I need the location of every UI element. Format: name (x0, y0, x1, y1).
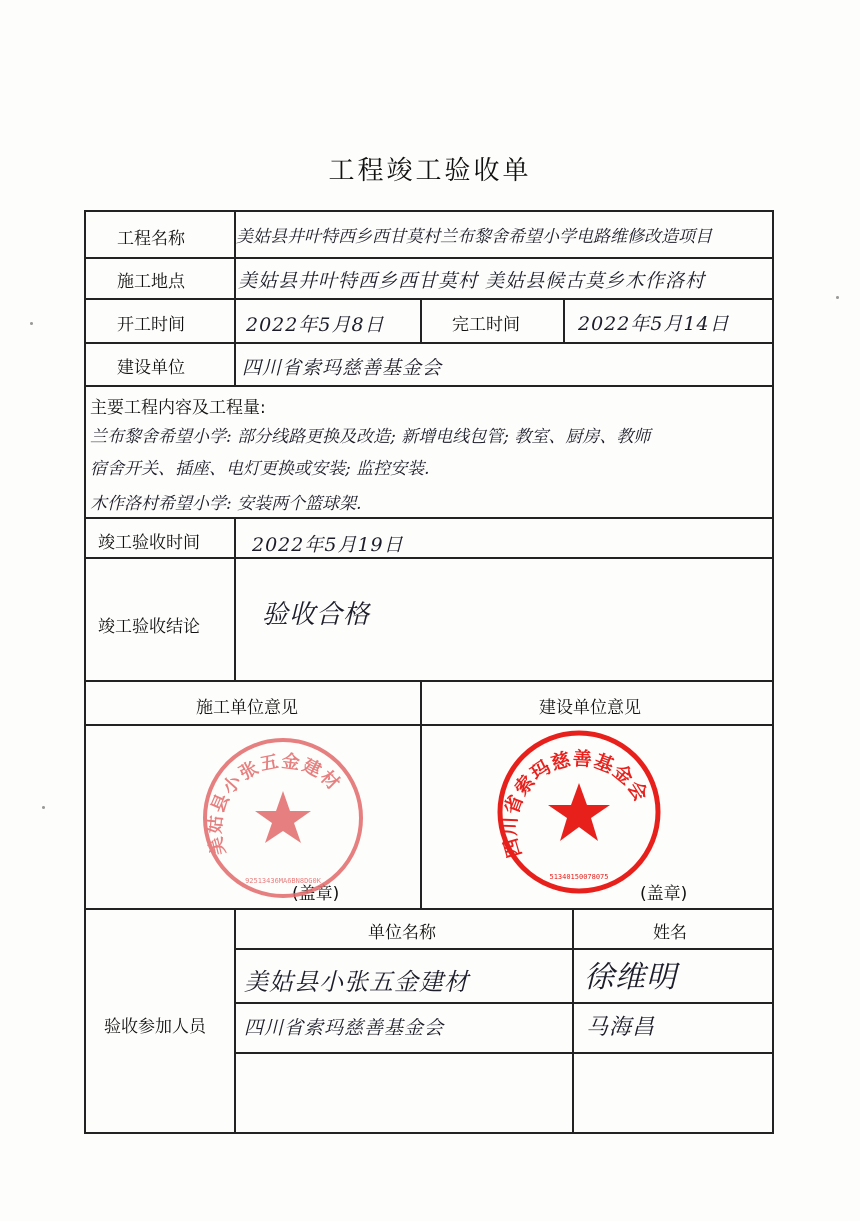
row-divider (84, 342, 774, 344)
client-stamp (494, 727, 664, 897)
row-divider (84, 298, 774, 300)
content-line-2: 宿舍开关、插座、电灯更换或安装; 监控安装. (90, 459, 430, 479)
scan-speck (30, 322, 33, 325)
row-divider (236, 1002, 774, 1004)
row-divider (84, 557, 774, 559)
table-border-left (84, 210, 86, 1134)
acceptance-time-label: 竣工验收时间 (98, 533, 200, 553)
row-divider (236, 948, 774, 950)
client-value: 四川省索玛慈善基金会 (242, 357, 443, 379)
client-stamp-serial: 51340150078075 (549, 873, 609, 881)
table-border-bottom (84, 1132, 774, 1134)
acceptance-conclusion-label: 竣工验收结论 (98, 617, 200, 637)
client-opinion-label: 建设单位意见 (539, 698, 641, 718)
content-heading: 主要工程内容及工程量: (90, 398, 266, 418)
seal-label-left: (盖章) (292, 884, 340, 904)
acceptance-time-value: 2022年5月19日 (252, 534, 404, 556)
content-line-1: 兰布黎舍希望小学: 部分线路更换及改造; 新增电线包管; 教室、厨房、教师 (90, 427, 651, 447)
page-title: 工程竣工验收单 (328, 156, 532, 186)
contractor-opinion-label: 施工单位意见 (196, 698, 298, 718)
participant-name-2: 马海昌 (586, 1015, 656, 1040)
participant-unit-2: 四川省索玛慈善基金会 (244, 1017, 445, 1039)
col-divider (572, 908, 574, 1132)
row-divider (84, 724, 774, 726)
project-name-label: 工程名称 (117, 229, 185, 249)
col-divider (420, 680, 422, 908)
row-divider (84, 385, 774, 387)
col-divider (234, 908, 236, 1132)
col-divider (234, 517, 236, 680)
contractor-stamp (198, 733, 368, 903)
row-divider (84, 680, 774, 682)
project-name-value: 美姑县井叶特西乡西甘莫村兰布黎舍希望小学电路维修改造项目 (236, 227, 712, 247)
col-divider (420, 298, 422, 342)
end-time-label: 完工时间 (452, 315, 520, 335)
scan-speck (836, 296, 839, 299)
table-border-right (772, 210, 774, 1134)
seal-label-right: (盖章) (640, 884, 688, 904)
scan-speck (42, 806, 45, 809)
start-time-value: 2022年5月8日 (246, 314, 385, 336)
acceptance-conclusion-value: 验收合格 (262, 600, 371, 630)
participants-label: 验收参加人员 (104, 1017, 206, 1037)
row-divider (84, 908, 774, 910)
start-time-label: 开工时间 (117, 315, 185, 335)
contractor-stamp-serial: 92513436MA6BN8DG0K (245, 877, 321, 885)
row-divider (84, 257, 774, 259)
site-value: 美姑县井叶特西乡西甘莫村 美姑县候古莫乡木作洛村 (238, 270, 706, 292)
site-label: 施工地点 (117, 272, 185, 292)
unit-name-header: 单位名称 (368, 923, 436, 943)
col-divider (563, 298, 565, 342)
person-name-header: 姓名 (653, 923, 687, 943)
client-stamp-text: 四川省索玛慈善基金会 (498, 747, 653, 861)
row-divider (236, 1052, 774, 1054)
participant-name-1: 徐维明 (584, 960, 677, 995)
contractor-stamp-text: 美姑县小张五金建材 (204, 750, 345, 858)
end-time-value: 2022年5月14日 (578, 313, 730, 335)
content-line-3: 木作洛村希望小学: 安装两个篮球架. (90, 494, 362, 514)
client-label: 建设单位 (117, 358, 185, 378)
participant-unit-1: 美姑县小张五金建材 (244, 968, 469, 996)
table-border-top (84, 210, 774, 212)
row-divider (84, 517, 774, 519)
